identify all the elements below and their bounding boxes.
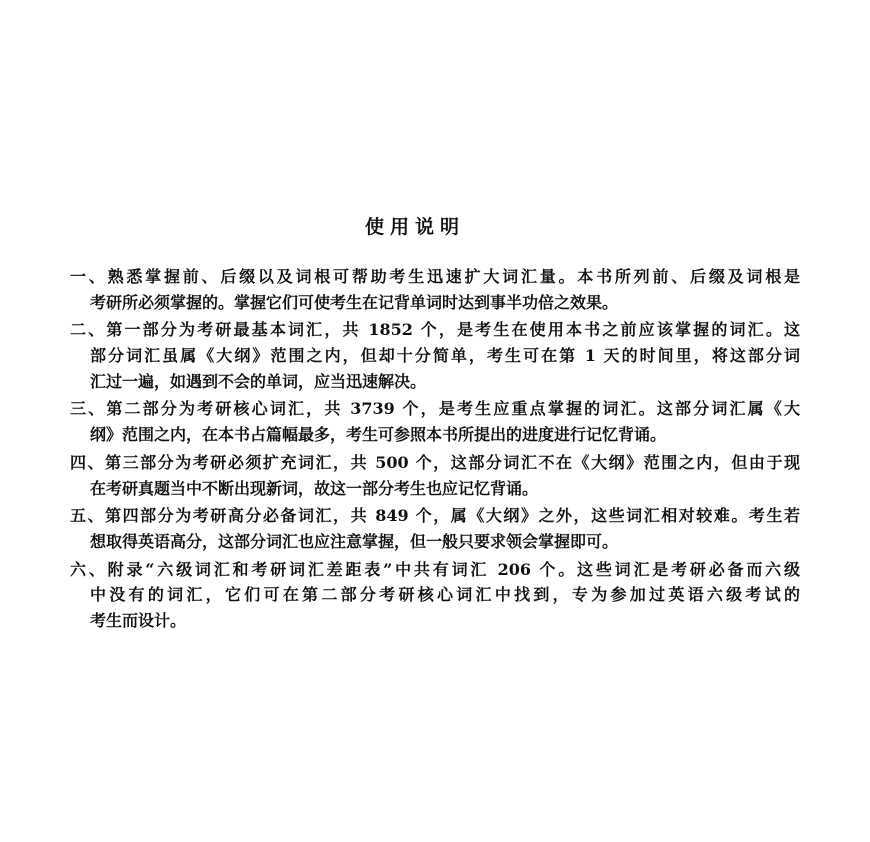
item-line: 在考研真题当中不断出现新词，故这一部分考生也应记忆背诵。	[90, 478, 539, 498]
instruction-item-3	[70, 396, 800, 447]
page-title: 使用说明	[364, 216, 465, 238]
instruction-item-1	[70, 264, 800, 315]
item-line: 一、熟悉掌握前、后缀以及词根可帮助考生迅速扩大词汇量。本书所列前、后缀及词根是	[70, 267, 800, 286]
instruction-item-2	[70, 317, 800, 394]
item-line: 二、第一部分为考研最基本词汇，共 1852 个，是考生在使用本书之前应该掌握的词汇。这	[70, 320, 800, 340]
instruction-item-4	[70, 450, 800, 501]
item-line: 考生而设计。	[90, 610, 187, 630]
item-line: 纲》范围之内，在本书占篇幅最多，考生可参照本书所提出的进度进行记忆背诵。	[90, 425, 667, 445]
instruction-item-5	[70, 503, 800, 554]
item-line: 四、第三部分为考研必须扩充词汇，共 500 个，这部分词汇不在《大纲》范围之内，但由于现	[70, 452, 800, 472]
item-line: 想取得英语高分，这部分词汇也应注意掌握，但一般只要求领会掌握即可。	[90, 531, 619, 551]
item-line: 中没有的词汇，它们可在第二部分考研核心词汇中找到，专为参加过英语六级考试的	[90, 585, 800, 605]
item-line: 部分词汇虽属《大纲》范围之内，但却十分简单，考生可在第 1 天的时间里，将这部分词	[90, 346, 800, 366]
instruction-list	[70, 264, 800, 636]
instruction-item-6	[70, 557, 800, 634]
item-line: 三、第二部分为考研核心词汇，共 3739 个，是考生应重点掌握的词汇。这部分词汇属《大	[70, 399, 800, 419]
item-line: 六、附录“六级词汇和考研词汇差距表”中共有词汇 206 个。这些词汇是考研必备而六级	[70, 559, 800, 579]
item-line: 汇过一遍，如遇到不会的单词，应当迅速解决。	[90, 371, 427, 391]
item-line: 考研所必须掌握的。掌握它们可使考生在记背单词时达到事半功倍之效果。	[90, 292, 619, 312]
item-line: 五、第四部分为考研高分必备词汇，共 849 个，属《大纲》之外，这些词汇相对较难。考生若	[70, 506, 800, 526]
